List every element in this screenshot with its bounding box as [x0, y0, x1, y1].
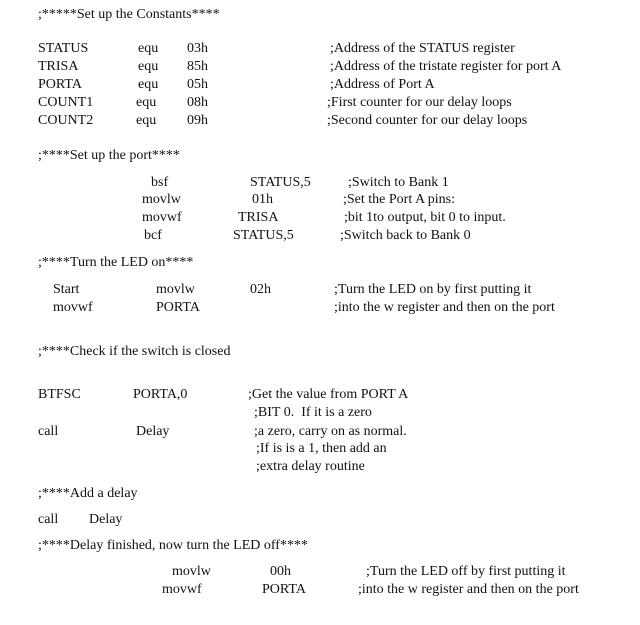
port-setup-heading: ;****Set up the port****: [38, 148, 180, 163]
port-movlw-comment: ;Set the Port A pins:: [343, 192, 456, 207]
led-off-heading: ;****Delay finished, now turn the LED off****: [38, 538, 308, 553]
port-bcf-comment: ;Switch back to Bank 0: [340, 228, 471, 243]
port-movlw-op: movlw: [142, 192, 181, 207]
led-on-start-label: Start: [53, 282, 80, 297]
const-count1-comment: ;First counter for our delay loops: [327, 95, 512, 110]
add-delay-call-op: call: [38, 512, 59, 527]
port-bsf-arg: STATUS,5: [250, 175, 311, 190]
add-delay-call-arg: Delay: [89, 512, 123, 527]
switch-call-arg: Delay: [136, 424, 170, 439]
led-off-movwf-comment: ;into the w register and then on the port: [358, 582, 579, 597]
led-off-movlw-comment: ;Turn the LED off by first putting it: [366, 564, 566, 579]
led-off-movlw-op: movlw: [172, 564, 211, 579]
switch-call-op: call: [38, 424, 59, 439]
led-on-porta-comment: ;into the w register and then on the port: [334, 300, 555, 315]
switch-zero-comment: ;a zero, carry on as normal.: [254, 424, 407, 439]
led-on-movlw-comment: ;Turn the LED on by first putting it: [334, 282, 532, 297]
const-porta-comment: ;Address of Port A: [330, 77, 435, 92]
port-bcf-arg: STATUS,5: [233, 228, 294, 243]
led-on-porta-op: PORTA: [156, 300, 200, 315]
led-on-movwf-label: movwf: [53, 300, 93, 315]
led-off-movwf-op: movwf: [162, 582, 202, 597]
const-status-comment: ;Address of the STATUS register: [330, 41, 515, 56]
led-on-movlw-arg: 02h: [250, 282, 271, 297]
port-bsf-op: bsf: [151, 175, 169, 190]
const-count1-name: COUNT1: [38, 95, 94, 110]
led-on-movlw-op: movlw: [156, 282, 195, 297]
port-bcf-op: bcf: [144, 228, 162, 243]
const-trisa-name: TRISA: [38, 59, 79, 74]
const-porta-value: 05h: [187, 77, 208, 92]
const-trisa-comment: ;Address of the tristate register for port A: [330, 59, 562, 74]
led-off-movwf-arg: PORTA: [262, 582, 306, 597]
switch-bit0-comment: ;BIT 0. If it is a zero: [254, 405, 372, 420]
port-bsf-comment: ;Switch to Bank 1: [348, 175, 449, 190]
const-status-name: STATUS: [38, 41, 89, 56]
port-movlw-arg: 01h: [252, 192, 273, 207]
const-count1-value: 08h: [187, 95, 208, 110]
const-trisa-value: 85h: [187, 59, 208, 74]
led-on-heading: ;****Turn the LED on****: [38, 255, 194, 270]
switch-btfsc-arg: PORTA,0: [133, 387, 188, 402]
const-count2-comment: ;Second counter for our delay loops: [327, 113, 528, 128]
const-trisa-op: equ: [138, 59, 159, 74]
switch-one-comment: ;If is is a 1, then add an: [256, 441, 387, 456]
add-delay-heading: ;****Add a delay: [38, 486, 138, 501]
const-count2-name: COUNT2: [38, 113, 94, 128]
const-porta-op: equ: [138, 77, 159, 92]
switch-btfsc-op: BTFSC: [38, 387, 81, 402]
switch-extra-comment: ;extra delay routine: [256, 459, 365, 474]
const-status-value: 03h: [187, 41, 208, 56]
port-movwf-op: movwf: [142, 210, 182, 225]
switch-check-heading: ;****Check if the switch is closed: [38, 344, 231, 359]
const-status-op: equ: [138, 41, 159, 56]
switch-btfsc-comment: ;Get the value from PORT A: [248, 387, 409, 402]
constants-heading: ;*****Set up the Constants****: [38, 7, 220, 22]
port-movwf-arg: TRISA: [238, 210, 279, 225]
port-movwf-comment: ;bit 1to output, bit 0 to input.: [344, 210, 506, 225]
const-count2-op: equ: [136, 113, 157, 128]
const-porta-name: PORTA: [38, 77, 82, 92]
led-off-movlw-arg: 00h: [270, 564, 291, 579]
const-count1-op: equ: [136, 95, 157, 110]
const-count2-value: 09h: [187, 113, 208, 128]
